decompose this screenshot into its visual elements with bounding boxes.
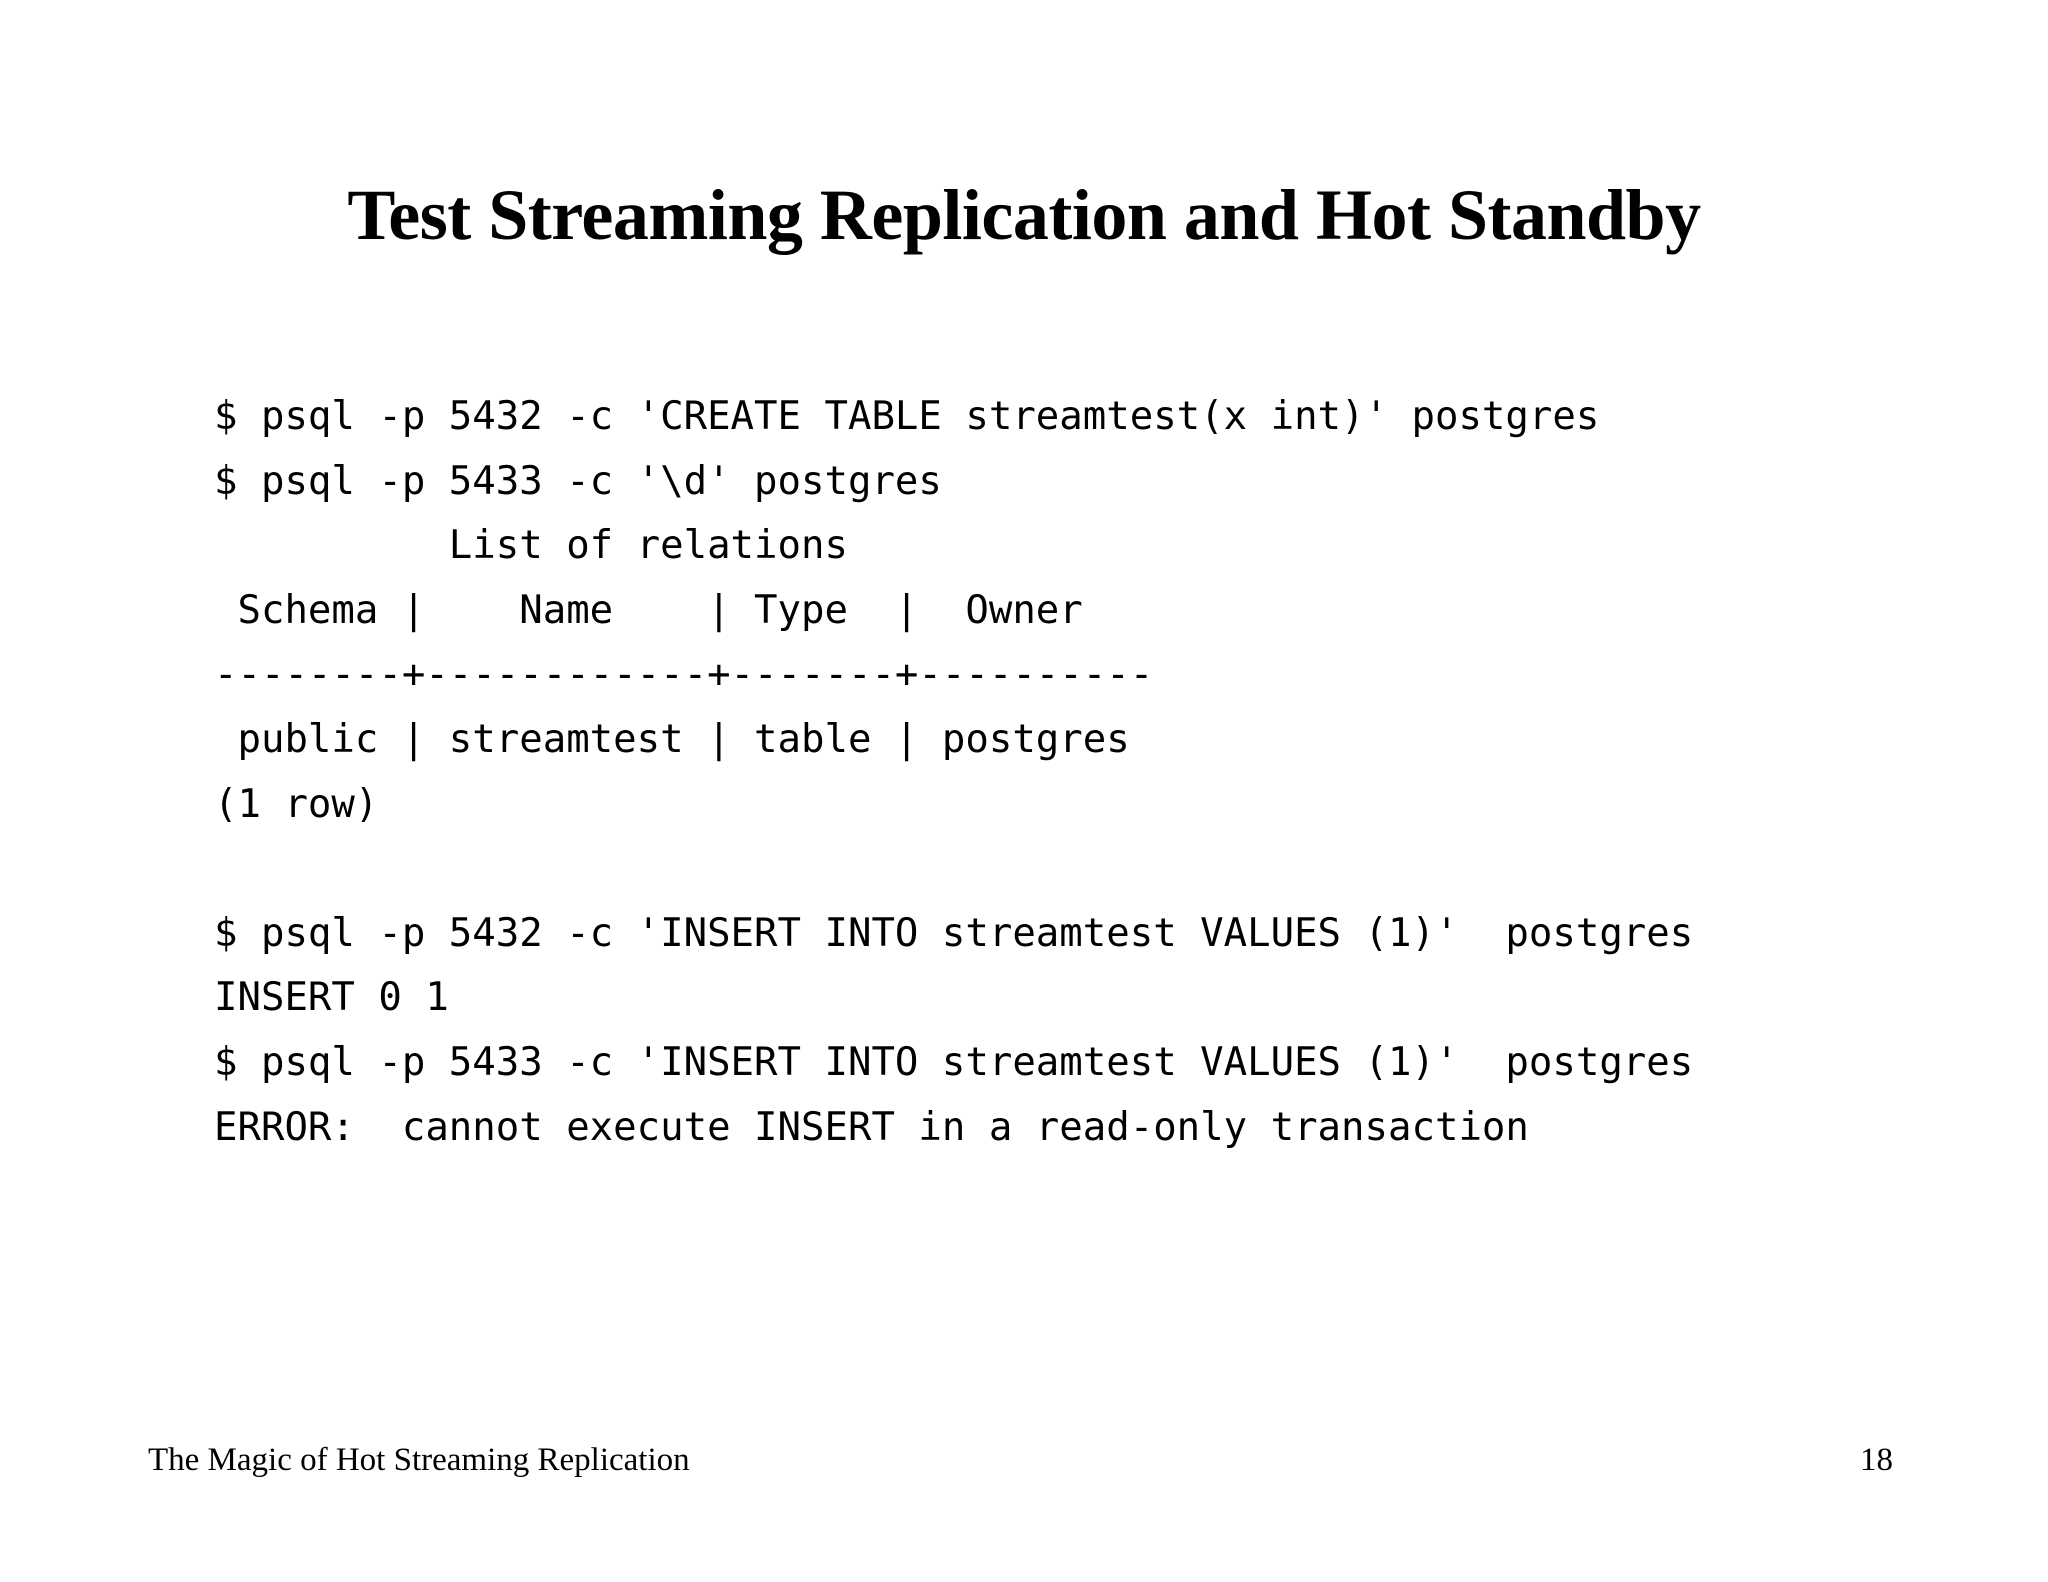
relations-table-header: Schema | Name | Type | Owner — [214, 587, 1083, 633]
page-number: 18 — [1860, 1442, 1893, 1478]
insert-result: INSERT 0 1 — [214, 975, 449, 1021]
slide-title: Test Streaming Replication and Hot Standby — [347, 175, 1701, 255]
command-insert-primary: $ psql -p 5432 -c 'INSERT INTO streamtest VALUES (1)' postgres — [214, 910, 1694, 956]
relations-row-count: (1 row) — [214, 781, 379, 827]
blank-line — [214, 837, 1693, 902]
error-message: ERROR: cannot execute INSERT in a read-only transaction — [214, 1104, 1529, 1150]
relations-table-separator: --------+------------+-------+---------- — [214, 652, 1154, 698]
command-create-table: $ psql -p 5432 -c 'CREATE TABLE streamtest(x int)' postgres — [214, 394, 1600, 439]
relations-list-title: List of relations — [214, 523, 848, 569]
command-insert-standby: $ psql -p 5433 -c 'INSERT INTO streamtest VALUES (1)' postgres — [214, 1039, 1694, 1085]
command-describe-relations: $ psql -p 5433 -c '\d' postgres — [214, 458, 942, 504]
terminal-output — [214, 385, 1693, 1160]
relations-table-row: public | streamtest | table | postgres — [214, 716, 1130, 762]
footer-presentation-title: The Magic of Hot Streaming Replication — [148, 1442, 690, 1478]
